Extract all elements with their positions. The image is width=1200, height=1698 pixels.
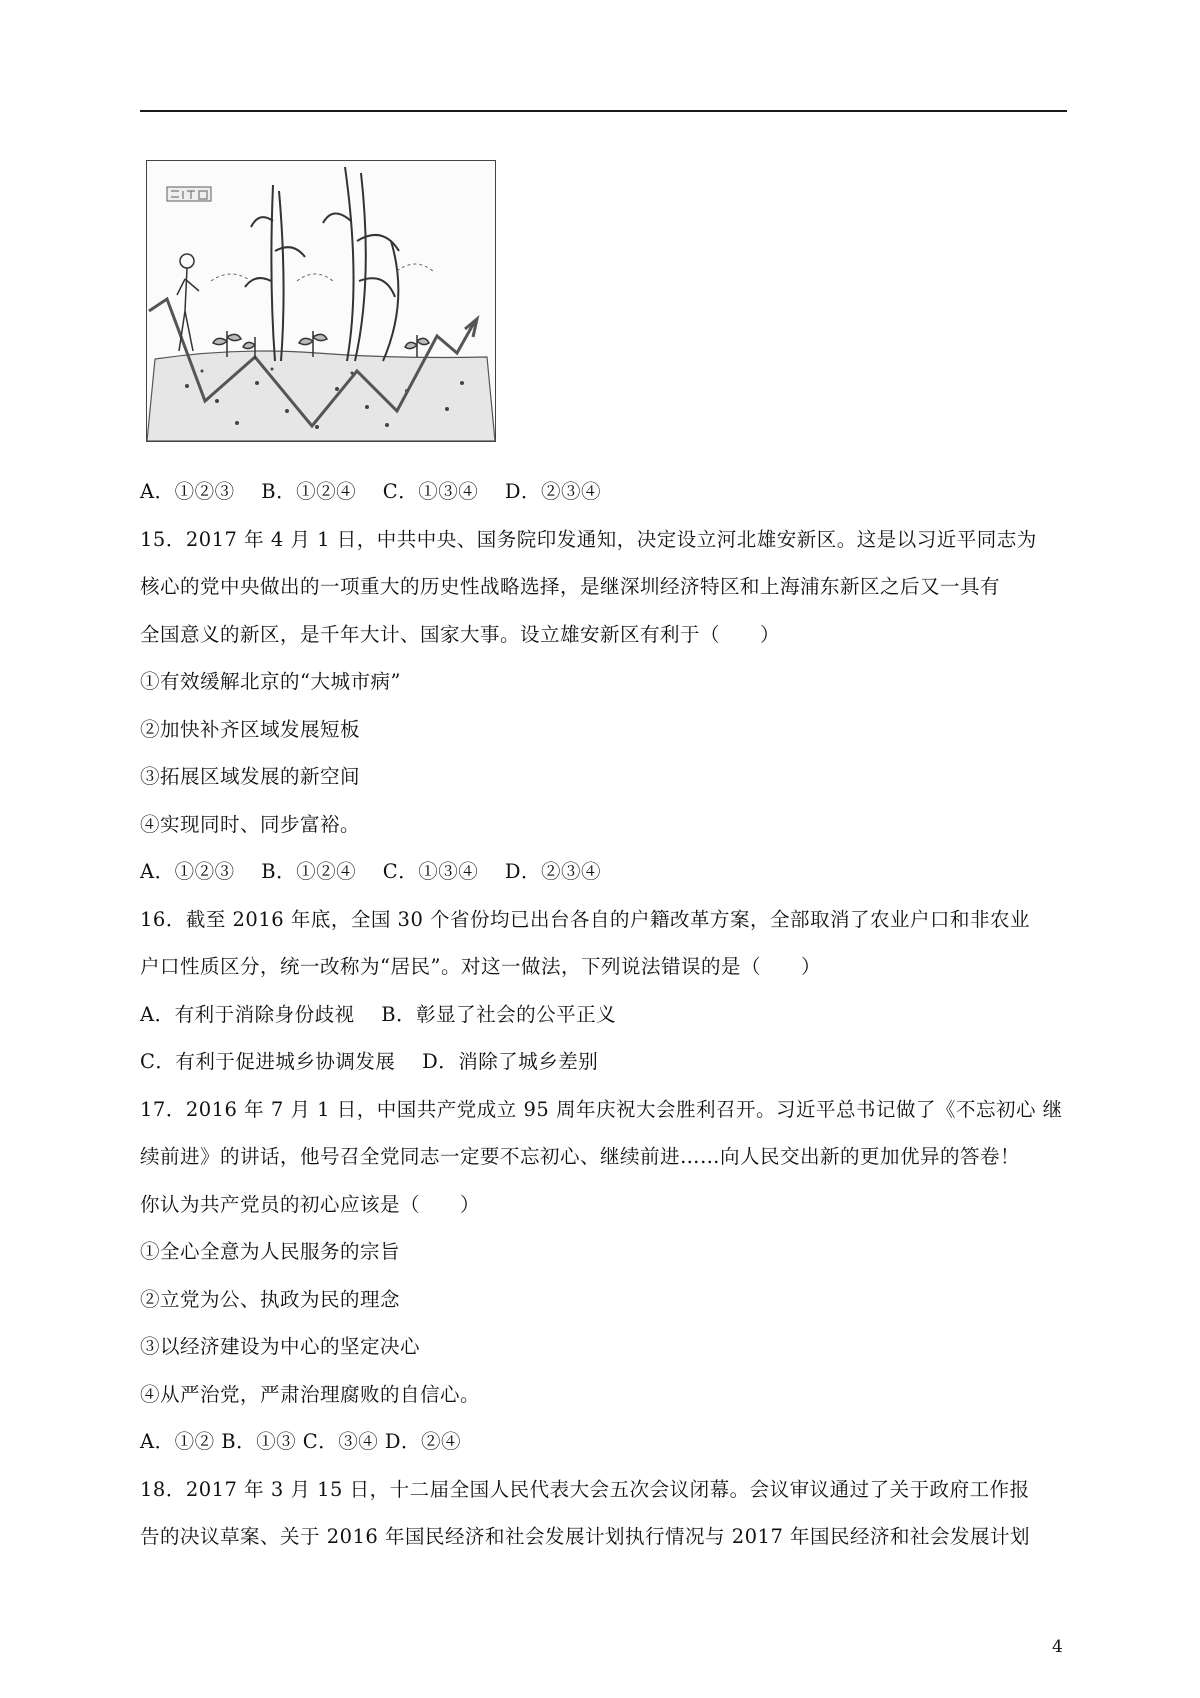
ground [147, 351, 495, 441]
q15-item-2: ②加快补齐区域发展短板 [140, 717, 361, 741]
q17-stem-line-1: 17．2016 年 7 月 1 日，中国共产党成立 95 周年庆祝大会胜利召开。习近平总书记做了《不忘初心 继 [140, 1097, 1063, 1121]
tree-left [245, 185, 305, 361]
q17-stem-line-3: 你认为共产党员的初心应该是（ ） [140, 1192, 481, 1216]
q15-item-4: ④实现同时、同步富裕。 [140, 812, 361, 836]
q15-options: A．①②③ B．①②④ C．①③④ D．②③④ [140, 860, 602, 883]
q17-options: A．①② B．①③ C．③④ D．②④ [140, 1430, 462, 1453]
q15-item-3: ③拓展区域发展的新空间 [140, 765, 361, 788]
q16-stem-line-1: 16．截至 2016 年底，全国 30 个省份均已出台各自的户籍改革方案，全部取消了农业户口和非农业 [140, 907, 1031, 931]
q17-item-2: ②立党为公、执政为民的理念 [140, 1287, 401, 1311]
question-text [140, 468, 1070, 1561]
q15-stem-line-3: 全国意义的新区，是千年大计、国家大事。设立雄安新区有利于（ ） [140, 622, 781, 646]
q14-options: A．①②③ B．①②④ C．①③④ D．②③④ [140, 480, 602, 503]
tree-right [323, 167, 399, 361]
q17-item-1: ①全心全意为人民服务的宗旨 [140, 1240, 401, 1263]
q15-item-1: ①有效缓解北京的“大城市病” [140, 670, 401, 693]
cartoon-illustration [146, 160, 496, 442]
q15-stem-line-1: 15．2017 年 4 月 1 日，中共中央、国务院印发通知，决定设立河北雄安新区。这是以习近平同志为 [140, 527, 1037, 551]
q17-item-4: ④从严治党，严肃治理腐败的自信心。 [140, 1382, 481, 1406]
q17-item-3: ③以经济建设为中心的坚定决心 [140, 1335, 421, 1358]
header-rule [140, 110, 1067, 112]
q16-stem-line-2: 户口性质区分，统一改称为“居民”。对这一做法，下列说法错误的是（ ） [140, 955, 821, 978]
q18-stem-line-1: 18．2017 年 3 月 15 日，十二届全国人民代表大会五次会议闭幕。会议审议通过了关于政府工作报 [140, 1477, 1030, 1501]
q16-options-cd: C．有利于促进城乡协调发展 D．消除了城乡差别 [140, 1050, 599, 1073]
cartoon-tag-mark [167, 187, 211, 201]
page-number: 4 [1052, 1637, 1063, 1657]
q15-stem-line-2: 核心的党中央做出的一项重大的历史性战略选择，是继深圳经济特区和上海浦东新区之后又一具有 [140, 575, 1001, 598]
q17-stem-line-2: 续前进》的讲话，他号召全党同志一定要不忘初心、继续前进……向人民交出新的更加优异的答卷！ [140, 1145, 1021, 1168]
q18-stem-line-2: 告的决议草案、关于 2016 年国民经济和社会发展计划执行情况与 2017 年国民经济和社会发展计划 [140, 1525, 1031, 1548]
q16-options-ab: A．有利于消除身份歧视 B．彰显了社会的公平正义 [140, 1002, 617, 1026]
